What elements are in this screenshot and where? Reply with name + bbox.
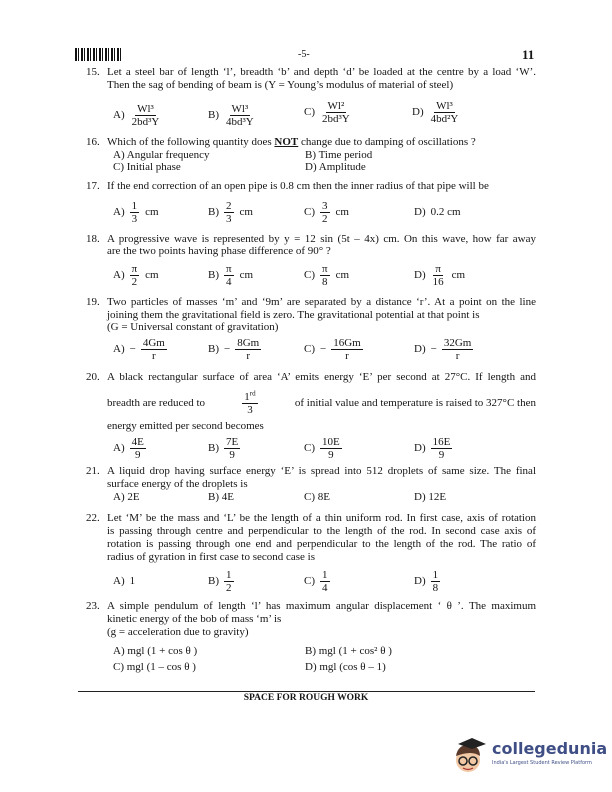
option-label: D): [414, 206, 426, 218]
option-a[interactable]: [113, 645, 197, 658]
option-label: D): [412, 106, 424, 118]
numerator: 16Gm: [333, 336, 361, 349]
numerator: 4Gm: [142, 336, 165, 349]
logo-name: collegedunia: [492, 739, 608, 758]
fraction: [431, 263, 446, 288]
question-number: 19.: [86, 296, 100, 308]
option-d[interactable]: [414, 568, 440, 594]
option-b[interactable]: [208, 491, 234, 504]
question-number: 18.: [86, 233, 100, 245]
numerator: 3: [322, 199, 328, 212]
option-a[interactable]: [113, 435, 146, 461]
minus-sign: −: [224, 343, 231, 355]
option-label: C): [113, 661, 124, 673]
fraction: [320, 436, 342, 461]
option-c[interactable]: [113, 661, 196, 674]
numerator: 16E: [432, 435, 451, 448]
question-text: A black rectangular surface of area ‘A’ emits energy ‘E’ per second at 27°C. If length and: [107, 371, 536, 383]
denominator: 9: [134, 448, 141, 461]
question-number: 17.: [86, 180, 100, 192]
denominator: 8: [432, 581, 439, 594]
denominator: 2bd³Y: [322, 112, 350, 125]
option-a[interactable]: [113, 336, 167, 362]
numerator: 1: [226, 568, 232, 581]
unit: cm: [239, 269, 254, 281]
question-text: Let a steel bar of length ‘l’, breadth ‘b’ and depth ‘d’ be loaded at the centre by a load ‘W’.: [107, 66, 536, 78]
option-label: C): [304, 106, 315, 118]
option-d[interactable]: [414, 491, 446, 504]
stem-text: Which of the following quantity does: [107, 136, 275, 148]
stem-text: breadth are reduced to: [107, 397, 206, 409]
question-text: Two particles of masses ‘m’ and ‘9m’ are separated by a distance ‘r’. At a point on the line: [107, 296, 536, 308]
denominator: r: [246, 349, 251, 362]
option-text: 8E: [317, 491, 330, 503]
option-label: D): [414, 491, 426, 503]
fraction: [320, 263, 330, 288]
fraction: [320, 569, 330, 594]
question-number: 16.: [86, 136, 100, 148]
option-label: C): [304, 491, 315, 503]
option-c[interactable]: [304, 336, 363, 362]
option-d[interactable]: [305, 661, 386, 674]
numerator: Wl³: [231, 102, 249, 115]
denominator: 2: [131, 275, 138, 288]
unit: cm: [451, 269, 466, 281]
fraction: [331, 337, 363, 362]
option-c[interactable]: [304, 491, 330, 504]
stem-text: change due to damping of oscillations ?: [298, 136, 476, 148]
option-b[interactable]: [208, 102, 256, 128]
option-label: C): [113, 161, 124, 173]
fraction: [442, 337, 474, 362]
option-label: A): [113, 343, 125, 355]
fraction: [224, 569, 234, 594]
fraction: [320, 200, 330, 225]
question-text: are the two points having phase difference of 90° ?: [107, 245, 331, 257]
option-label: C): [304, 269, 315, 281]
numerator: π: [435, 262, 441, 275]
unit: cm: [145, 269, 159, 281]
option-c[interactable]: [304, 199, 349, 225]
denominator: 4: [226, 275, 232, 288]
fraction: [130, 263, 140, 288]
ordinal-suffix: rd: [249, 389, 256, 398]
option-a[interactable]: [113, 102, 161, 128]
option-label: B): [208, 109, 219, 121]
option-d[interactable]: [414, 336, 473, 362]
option-text: 1: [129, 575, 136, 587]
fraction: [242, 391, 257, 416]
option-label: B): [208, 269, 219, 281]
numerator: 2: [226, 199, 232, 212]
barcode: [75, 48, 121, 61]
denominator: 2: [322, 212, 328, 225]
numerator: 10E: [322, 435, 340, 448]
option-a[interactable]: [113, 491, 140, 504]
option-label: B): [208, 575, 219, 587]
option-label: B): [208, 343, 219, 355]
sheet-number: 11: [522, 47, 535, 62]
option-b[interactable]: [208, 262, 253, 288]
fraction: [130, 103, 162, 128]
question-text: A liquid drop having surface energy ‘E’ is spread into 512 droplets of same size. The final: [107, 465, 536, 477]
minus-sign: −: [129, 343, 136, 355]
fraction: [224, 200, 234, 225]
fraction: [320, 100, 352, 125]
option-a[interactable]: [113, 262, 159, 288]
option-label: A): [113, 109, 125, 121]
option-c[interactable]: [304, 435, 342, 461]
option-d[interactable]: [305, 161, 366, 174]
option-label: C): [304, 206, 315, 218]
fraction: [429, 100, 461, 125]
option-text: 4E: [221, 491, 234, 503]
denominator: r: [151, 349, 156, 362]
option-b[interactable]: [305, 645, 392, 658]
question-text: If the end correction of an open pipe is 0.8 cm then the inner radius of that pipe will be: [107, 180, 489, 192]
numerator: Wl³: [137, 102, 154, 115]
option-label: A): [113, 575, 125, 587]
numerator-value: 1: [244, 391, 250, 403]
question-text: energy emitted per second becomes: [107, 420, 264, 432]
fraction: [141, 337, 167, 362]
option-text: mgl (cos θ – 1): [319, 661, 386, 673]
option-text: 0.2 cm: [430, 206, 461, 218]
unit: cm: [239, 206, 253, 218]
denominator: 4bd³Y: [226, 115, 254, 128]
question-text: Let ‘M’ be the mass and ‘L’ be the length of a thin uniform rod. In first case, axis of rotation: [107, 512, 536, 524]
numerator: Wl³: [436, 99, 453, 112]
logo-tagline: India's Largest Student Review Platform: [492, 760, 592, 766]
question-text: surface energy of the droplets is: [107, 478, 248, 490]
option-label: A): [113, 442, 125, 454]
option-text: Amplitude: [318, 161, 366, 173]
numerator: 8Gm: [237, 336, 260, 349]
denominator: 3: [226, 212, 232, 225]
option-d[interactable]: [414, 435, 452, 461]
fraction: [130, 200, 140, 225]
option-label: B): [305, 149, 316, 161]
question-number: 21.: [86, 465, 100, 477]
numerator: π: [131, 262, 138, 275]
question-number: 15.: [86, 66, 100, 78]
question-text: Then the sag of bending of beam is (Y = Young’s modulus of material of steel): [107, 79, 454, 91]
numerator: 32Gm: [443, 336, 472, 349]
question-text: A progressive wave is represented by y = 12 sin (5t – 4x) cm. On this wave, how far away: [107, 233, 536, 245]
denominator: 3: [247, 404, 253, 416]
option-label: C): [304, 442, 315, 454]
option-text: 2E: [127, 491, 140, 503]
fraction: [224, 436, 240, 461]
option-text: Angular frequency: [126, 149, 210, 161]
numerator: 4E: [131, 435, 144, 448]
question-text: (g = acceleration due to gravity): [107, 626, 249, 638]
question-text: (G = Universal constant of gravitation): [107, 321, 279, 333]
denominator: 9: [328, 448, 334, 461]
fraction: [431, 569, 441, 594]
denominator: 16: [432, 275, 444, 288]
question-number: 22.: [86, 512, 100, 524]
option-d[interactable]: [414, 199, 461, 225]
unit: cm: [335, 269, 350, 281]
fraction: [130, 436, 146, 461]
fraction: [235, 337, 261, 362]
divider: [78, 691, 535, 692]
denominator: r: [455, 349, 460, 362]
option-d[interactable]: [414, 262, 465, 288]
question-text: joining them the gravitational field is zero. The gravitational potential at that point is: [107, 309, 480, 321]
option-label: A): [113, 269, 125, 281]
question-text: [107, 391, 536, 416]
denominator: 9: [438, 448, 445, 461]
option-label: C): [304, 343, 315, 355]
option-b[interactable]: [208, 336, 261, 362]
option-text: mgl (1 + cos θ ): [127, 645, 198, 657]
option-c[interactable]: [304, 99, 352, 125]
question-text: rotation is passing through one end and perpendicular to the length of the rod. The ratio of: [107, 538, 536, 550]
option-text: mgl (1 + cos² θ ): [318, 645, 392, 657]
numerator: π: [322, 262, 328, 275]
numerator: 1: [322, 568, 328, 581]
mascot-icon: [450, 736, 490, 776]
option-text: Time period: [318, 149, 373, 161]
question-text: radius of gyration in first case to second case is: [107, 551, 316, 563]
option-label: B): [208, 206, 219, 218]
question-text: A simple pendulum of length ‘l’ has maximum angular displacement ‘ θ ’. The maximum: [107, 600, 536, 612]
option-label: D): [305, 661, 317, 673]
denominator: 4bd²Y: [430, 112, 459, 125]
denominator: 8: [322, 275, 328, 288]
question-number: 20.: [86, 371, 100, 383]
option-label: A): [113, 149, 125, 161]
fraction: [431, 436, 453, 461]
denominator: 3: [131, 212, 138, 225]
option-label: B): [305, 645, 316, 657]
option-b[interactable]: [208, 199, 253, 225]
numerator: [242, 391, 257, 404]
option-text: mgl (1 – cos θ ): [126, 661, 196, 673]
option-label: D): [305, 161, 317, 173]
question-number: 23.: [86, 600, 100, 612]
unit: cm: [145, 206, 159, 218]
option-b[interactable]: [208, 568, 234, 594]
numerator: 1: [131, 199, 138, 212]
numerator: 7E: [226, 435, 239, 448]
question-text: kinetic energy of the bob of mass ‘m’ is: [107, 613, 282, 625]
option-c[interactable]: [304, 568, 330, 594]
option-label: D): [414, 575, 426, 587]
option-c[interactable]: [113, 161, 181, 174]
stem-text: of initial value and temperature is raised to 327°C then: [294, 397, 536, 409]
page-marker: -5-: [298, 49, 310, 60]
option-c[interactable]: [304, 262, 349, 288]
denominator: 2bd³Y: [131, 115, 160, 128]
option-label: B): [208, 442, 219, 454]
fraction: [224, 263, 234, 288]
option-label: D): [414, 269, 426, 281]
option-label: A): [113, 645, 125, 657]
minus-sign: −: [430, 343, 437, 355]
option-label: D): [414, 442, 426, 454]
option-label: A): [113, 491, 125, 503]
option-a[interactable]: [113, 568, 135, 594]
option-label: B): [208, 491, 219, 503]
option-label: C): [304, 575, 315, 587]
option-text: Initial phase: [126, 161, 181, 173]
rough-work-label: SPACE FOR ROUGH WORK: [243, 693, 369, 703]
denominator: 4: [322, 581, 328, 594]
option-d[interactable]: [412, 99, 460, 125]
collegedunia-logo: [450, 736, 610, 776]
numerator: π: [226, 262, 232, 275]
option-a[interactable]: [113, 199, 159, 225]
option-label: A): [113, 206, 125, 218]
question-text: [107, 136, 536, 149]
denominator: 9: [229, 448, 235, 461]
option-label: D): [414, 343, 426, 355]
denominator: 2: [226, 581, 232, 594]
denominator: r: [345, 349, 349, 362]
option-text: 12E: [428, 491, 447, 503]
fraction: [224, 103, 256, 128]
numerator: 1: [432, 568, 439, 581]
option-b[interactable]: [208, 435, 240, 461]
numerator: Wl²: [327, 99, 345, 112]
minus-sign: −: [320, 343, 327, 355]
unit: cm: [335, 206, 349, 218]
emphasis-not: NOT: [274, 136, 299, 148]
question-text: is passing through centre and perpendicular to the length of the rod. In second case axis of: [107, 525, 536, 537]
